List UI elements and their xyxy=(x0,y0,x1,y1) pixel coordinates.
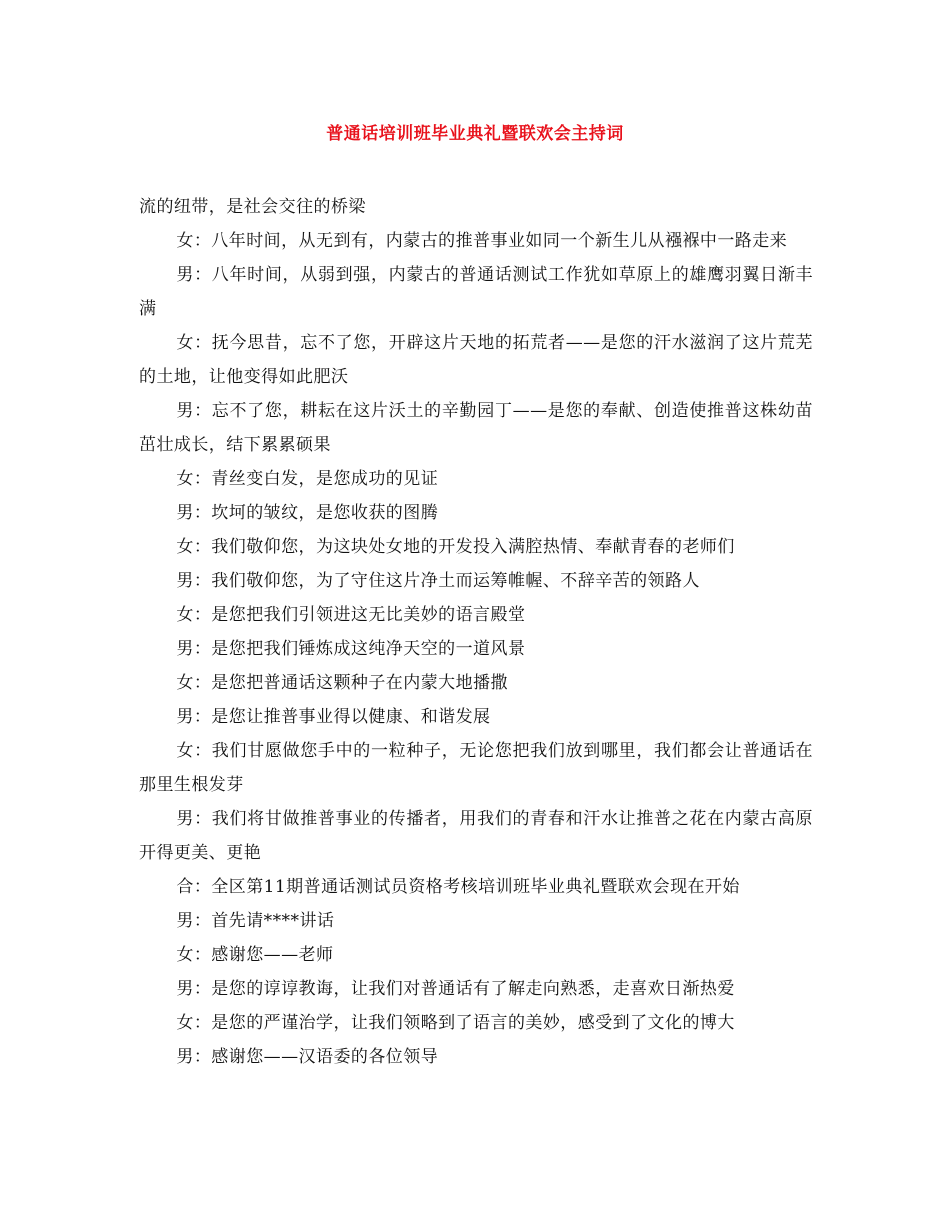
paragraph: 男：坎坷的皱纹，是您收获的图腾 xyxy=(176,503,439,523)
paragraph: 女：感谢您——老师 xyxy=(176,945,334,965)
paragraph: 男：忘不了您，耕耘在这片沃土的辛勤园丁——是您的奉献、创造使推普这株幼苗茁壮成长，结下累累硕果 xyxy=(139,401,813,455)
paragraph: 男：我们将甘做推普事业的传播者，用我们的青春和汗水让推普之花在内蒙古高原开得更美、更艳 xyxy=(139,809,813,863)
paragraph: 男：是您把我们锤炼成这纯净天空的一道风景 xyxy=(176,639,526,659)
document-title: 普通话培训班毕业典礼暨联欢会主持词 xyxy=(326,124,624,144)
paragraph: 男：感谢您——汉语委的各位领导 xyxy=(176,1047,439,1067)
paragraph: 男：是您让推普事业得以健康、和谐发展 xyxy=(176,707,491,727)
paragraph: 女：是您把我们引领进这无比美妙的语言殿堂 xyxy=(176,605,526,625)
paragraph: 女：我们敬仰您，为这块处女地的开发投入满腔热情、奉献青春的老师们 xyxy=(176,537,735,557)
paragraph: 流的纽带，是社会交往的桥梁 xyxy=(139,197,366,217)
document-body xyxy=(139,190,813,1074)
paragraph: 男：首先请****讲话 xyxy=(176,911,335,931)
paragraph: 男：八年时间，从弱到强，内蒙古的普通话测试工作犹如草原上的雄鹰羽翼日渐丰满 xyxy=(139,265,813,319)
paragraph: 女：八年时间，从无到有，内蒙古的推普事业如同一个新生儿从襁褓中一路走来 xyxy=(176,231,788,251)
paragraph: 女：是您把普通话这颗种子在内蒙大地播撒 xyxy=(176,673,508,693)
paragraph: 男：是您的谆谆教诲，让我们对普通话有了解走向熟悉，走喜欢日渐热爱 xyxy=(176,979,735,999)
paragraph: 男：我们敬仰您，为了守住这片净土而运筹帷幄、不辞辛苦的领路人 xyxy=(176,571,700,591)
paragraph: 女：抚今思昔，忘不了您，开辟这片天地的拓荒者——是您的汗水滋润了这片荒芜的土地，让他变得如此肥沃 xyxy=(139,333,813,387)
paragraph: 合：全区第11期普通话测试员资格考核培训班毕业典礼暨联欢会现在开始 xyxy=(176,877,740,897)
paragraph: 女：是您的严谨治学，让我们领略到了语言的美妙，感受到了文化的博大 xyxy=(176,1013,735,1033)
paragraph: 女：青丝变白发，是您成功的见证 xyxy=(176,469,439,489)
paragraph: 女：我们甘愿做您手中的一粒种子，无论您把我们放到哪里，我们都会让普通话在那里生根发芽 xyxy=(139,741,813,795)
